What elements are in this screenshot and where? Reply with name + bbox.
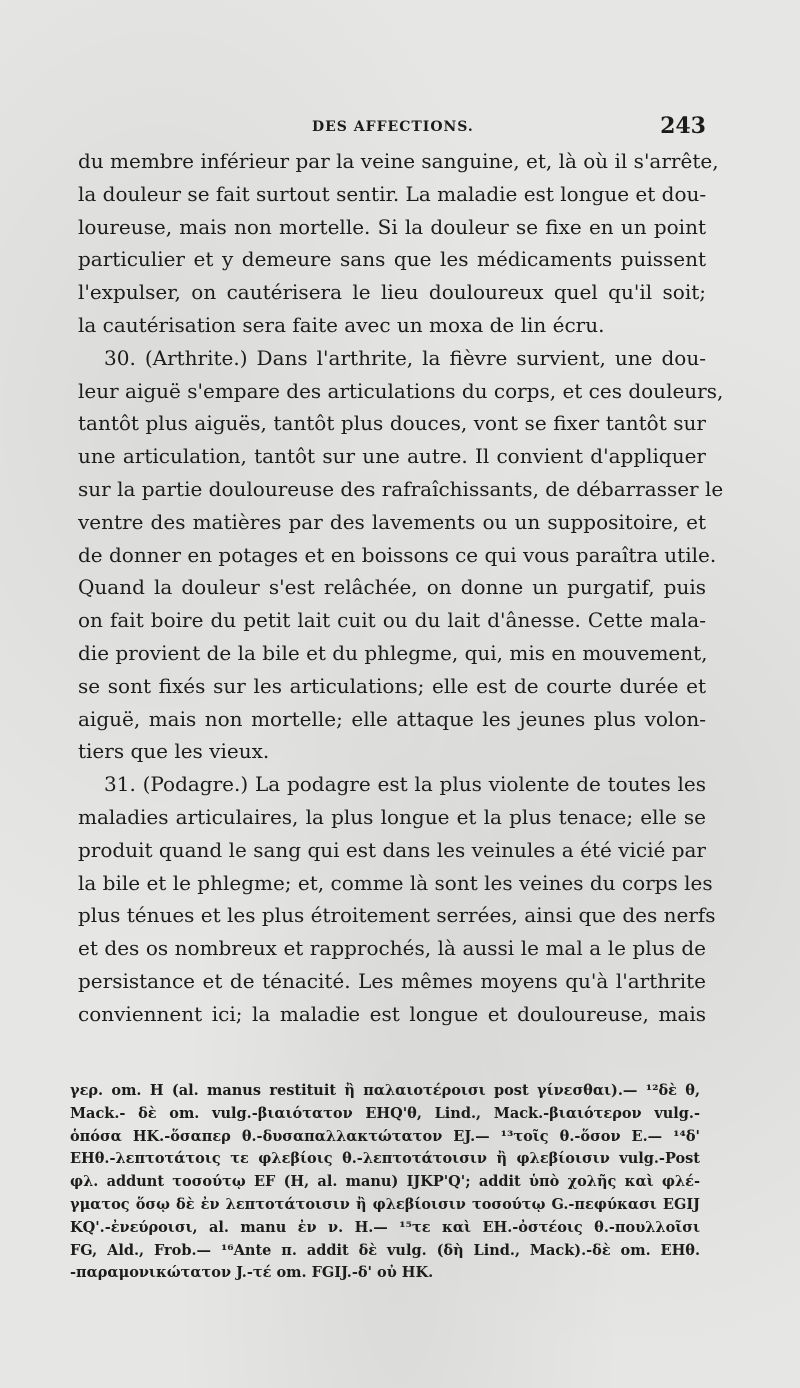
text-line: se sont fixés sur les articulations; elle est de courte durée et (78, 673, 706, 698)
text-line: sur la partie douloureuse des rafraîchissants, de débarrasser le (78, 476, 724, 501)
footnote-line: ὁπόσα HK.-ὅσαπερ θ.-δυσαπαλλακτώτατον EJ.— ¹³τοῖς θ.-ὅσον E.— ¹⁴δ' (70, 1127, 700, 1145)
text-line: 30. (Arthrite.) Dans l'arthrite, la fièvre survient, une dou- (104, 345, 706, 370)
footnote-line: Mack.- δὲ om. vulg.-βιαιότατον EHQ'θ, Lind., Mack.-βιαιότερον vulg.- (70, 1104, 700, 1122)
text-line: leur aiguë s'empare des articulations du corps, et ces douleurs, (78, 378, 724, 403)
page-number: 243 (660, 113, 706, 139)
text-line: de donner en potages et en boissons ce qui vous paraîtra utile. (78, 542, 717, 567)
footnote-line: EHθ.-λεπτοτάτοις τε φλεβίοις θ.-λεπτοτάτοισιν ἢ φλεβίοισιν vulg.-Post (70, 1150, 700, 1168)
text-line: maladies articulaires, la plus longue et la plus tenace; elle se (78, 804, 706, 829)
text-line: die provient de la bile et du phlegme, qui, mis en mouvement, (78, 640, 708, 665)
page-header (78, 113, 706, 143)
footnote-line: -παραμονικώτατον J.-τέ om. FGIJ.-δ' οὐ HK. (70, 1264, 434, 1282)
text-line: 31. (Podagre.) La podagre est la plus violente de toutes les (104, 772, 706, 797)
text-line: du membre inférieur par la veine sanguine, et, là où il s'arrête, (78, 149, 719, 173)
text-line: aiguë, mais non mortelle; elle attaque les jeunes plus volon- (78, 706, 706, 731)
text-line: particulier et y demeure sans que les médicaments puissent (78, 247, 706, 272)
text-line: la douleur se fait surtout sentir. La maladie est longue et dou- (78, 181, 707, 206)
footnote-line: φλ. addunt τοσούτῳ EF (H, al. manu) IJKP'Q'; addit ὑπὸ χολῆς καὶ φλέ- (70, 1173, 700, 1191)
text-line: tiers que les vieux. (78, 739, 270, 764)
text-line: la cautérisation sera faite avec un moxa de lin écru. (78, 312, 605, 337)
footnote-line: γματος ὅσῳ δὲ ἐν λεπτοτάτοισιν ἢ φλεβίοισιν τοσούτῳ G.-πεφύκασι EGIJ (70, 1195, 700, 1213)
text-line: tantôt plus aiguës, tantôt plus douces, vont se fixer tantôt sur (78, 411, 706, 436)
text-line: plus ténues et les plus étroitement serrées, ainsi que des nerfs (78, 903, 716, 928)
footnote-line: γερ. om. H (al. manus restituit ἢ παλαιοτέροισι post γίνεσθαι).— ¹²δὲ θ, (70, 1082, 700, 1099)
text-line: produit quand le sang qui est dans les veinules a été vicié par (78, 837, 706, 862)
main-text (78, 145, 724, 1031)
footnote-line: KQ'.-ἐνεύροισι, al. manu ἐν ν. H.— ¹⁵τε καὶ EH.-ὀστέοις θ.-πουλλοῖσι (70, 1218, 700, 1236)
text-line: l'expulser, on cautérisera le lieu douloureux quel qu'il soit; (78, 280, 706, 305)
text-line: la bile et le phlegme; et, comme là sont les veines du corps les (78, 870, 713, 895)
text-line: une articulation, tantôt sur une autre. Il convient d'appliquer (78, 444, 706, 469)
text-line: et des os nombreux et rapprochés, là aussi le mal a le plus de (78, 936, 706, 961)
text-line: conviennent ici; la maladie est longue et douloureuse, mais (78, 1001, 706, 1026)
text-line: ventre des matières par des lavements ou un suppositoire, et (78, 509, 706, 534)
text-line: loureuse, mais non mortelle. Si la douleur se fixe en un point (78, 214, 706, 239)
text-line: Quand la douleur s'est relâchée, on donne un purgatif, puis (78, 575, 706, 600)
text-line: persistance et de ténacité. Les mêmes moyens qu'à l'arthrite (78, 968, 706, 993)
footnotes (70, 1080, 700, 1285)
footnote-line: FG, Ald., Frob.— ¹⁶Ante π. addit δὲ vulg. (δὴ Lind., Mack).-δὲ om. EHθ. (70, 1241, 700, 1259)
text-line: on fait boire du petit lait cuit ou du lait d'ânesse. Cette mala- (78, 608, 706, 633)
running-title: DES AFFECTIONS. (312, 119, 474, 135)
